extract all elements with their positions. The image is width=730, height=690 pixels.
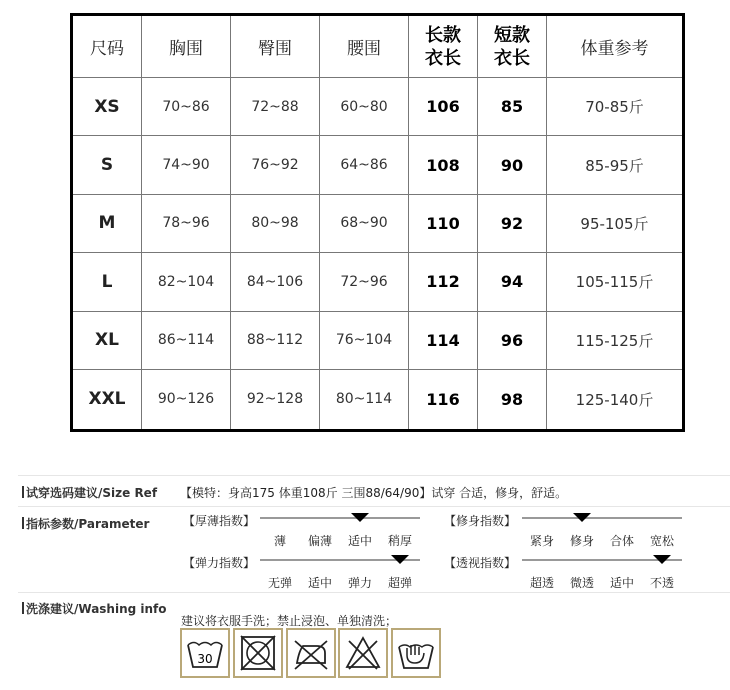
parameter-option: 稍厚 bbox=[387, 534, 412, 548]
cell-weight: 85-95斤 bbox=[547, 136, 684, 194]
cell-long-length: 112 bbox=[409, 253, 478, 311]
parameter-option: 不透 bbox=[649, 576, 674, 590]
cell-waist: 64~86 bbox=[320, 136, 409, 194]
parameter-marker-icon bbox=[391, 555, 409, 564]
parameter-option: 超透 bbox=[529, 576, 554, 590]
table-row bbox=[72, 369, 684, 430]
parameter-marker-icon bbox=[653, 555, 671, 564]
parameter-slider-track bbox=[522, 517, 682, 519]
wash-30-icon bbox=[180, 628, 230, 678]
parameter-option: 紧身 bbox=[529, 534, 554, 548]
size-ref-text: 【模特：身高175 体重108斤 三围88/64/90】试穿 合适，修身，舒适。 bbox=[180, 486, 568, 500]
cell-waist: 60~80 bbox=[320, 78, 409, 136]
divider bbox=[18, 592, 730, 593]
table-row bbox=[72, 78, 684, 136]
washing-label: 洗涤建议/Washing info bbox=[22, 600, 167, 617]
header-long-length: 长款 衣长 bbox=[409, 15, 478, 78]
header-waist: 腰围 bbox=[320, 15, 409, 78]
cell-size: L bbox=[72, 253, 142, 311]
header-weight: 体重参考 bbox=[547, 15, 684, 78]
table-header-row bbox=[72, 15, 684, 78]
cell-size: XXL bbox=[72, 369, 142, 430]
cell-chest: 86~114 bbox=[142, 311, 231, 369]
cell-long-length: 108 bbox=[409, 136, 478, 194]
header-size: 尺码 bbox=[72, 15, 142, 78]
parameter-name: 【修身指数】 bbox=[444, 514, 517, 528]
parameter-option: 薄 bbox=[273, 534, 286, 548]
cell-hip: 92~128 bbox=[231, 369, 320, 430]
cell-hip: 76~92 bbox=[231, 136, 320, 194]
cell-long-length: 114 bbox=[409, 311, 478, 369]
cell-weight: 115-125斤 bbox=[547, 311, 684, 369]
parameter-option: 超弹 bbox=[387, 576, 412, 590]
parameter-option: 弹力 bbox=[347, 576, 372, 590]
cell-hip: 84~106 bbox=[231, 253, 320, 311]
cell-weight: 70-85斤 bbox=[547, 78, 684, 136]
cell-short-length: 98 bbox=[478, 369, 547, 430]
cell-size: XL bbox=[72, 311, 142, 369]
parameter-name: 【弹力指数】 bbox=[183, 556, 256, 570]
cell-short-length: 92 bbox=[478, 194, 547, 252]
parameter-slider-track bbox=[260, 517, 420, 519]
cell-long-length: 116 bbox=[409, 369, 478, 430]
cell-size: M bbox=[72, 194, 142, 252]
cell-hip: 80~98 bbox=[231, 194, 320, 252]
cell-waist: 68~90 bbox=[320, 194, 409, 252]
cell-weight: 105-115斤 bbox=[547, 253, 684, 311]
cell-waist: 80~114 bbox=[320, 369, 409, 430]
parameter-option: 微透 bbox=[569, 576, 594, 590]
divider bbox=[18, 506, 730, 507]
cell-chest: 74~90 bbox=[142, 136, 231, 194]
cell-long-length: 106 bbox=[409, 78, 478, 136]
table-row bbox=[72, 311, 684, 369]
parameter-option: 宽松 bbox=[649, 534, 674, 548]
cell-size: S bbox=[72, 136, 142, 194]
cell-chest: 70~86 bbox=[142, 78, 231, 136]
header-hip: 臀围 bbox=[231, 15, 320, 78]
cell-long-length: 110 bbox=[409, 194, 478, 252]
table-row bbox=[72, 136, 684, 194]
cell-short-length: 96 bbox=[478, 311, 547, 369]
cell-chest: 82~104 bbox=[142, 253, 231, 311]
table-row bbox=[72, 194, 684, 252]
parameter-option: 适中 bbox=[347, 534, 372, 548]
size-ref-label: 试穿选码建议/Size Ref bbox=[22, 484, 157, 501]
cell-size: XS bbox=[72, 78, 142, 136]
header-chest: 胸围 bbox=[142, 15, 231, 78]
parameter-option: 无弹 bbox=[267, 576, 292, 590]
do-not-tumble-dry-icon bbox=[233, 628, 283, 678]
cell-weight: 95-105斤 bbox=[547, 194, 684, 252]
parameter-marker-icon bbox=[573, 513, 591, 522]
cell-waist: 72~96 bbox=[320, 253, 409, 311]
svg-text:30: 30 bbox=[197, 652, 213, 666]
do-not-iron-icon bbox=[286, 628, 336, 678]
size-chart-table bbox=[70, 13, 685, 432]
washing-text: 建议将衣服手洗；禁止浸泡、单独清洗； bbox=[181, 614, 398, 628]
hand-wash-icon bbox=[391, 628, 441, 678]
cell-short-length: 90 bbox=[478, 136, 547, 194]
parameter-name: 【透视指数】 bbox=[444, 556, 517, 570]
parameter-option: 适中 bbox=[307, 576, 332, 590]
cell-weight: 125-140斤 bbox=[547, 369, 684, 430]
cell-waist: 76~104 bbox=[320, 311, 409, 369]
cell-chest: 78~96 bbox=[142, 194, 231, 252]
table-row bbox=[72, 253, 684, 311]
header-short-length: 短款 衣长 bbox=[478, 15, 547, 78]
parameter-option: 修身 bbox=[569, 534, 594, 548]
parameter-label: 指标参数/Parameter bbox=[22, 515, 149, 532]
cell-hip: 72~88 bbox=[231, 78, 320, 136]
parameter-option: 偏薄 bbox=[307, 534, 332, 548]
parameter-marker-icon bbox=[351, 513, 369, 522]
cell-chest: 90~126 bbox=[142, 369, 231, 430]
cell-short-length: 94 bbox=[478, 253, 547, 311]
cell-short-length: 85 bbox=[478, 78, 547, 136]
divider bbox=[18, 475, 730, 476]
parameter-option: 合体 bbox=[609, 534, 634, 548]
do-not-bleach-icon bbox=[338, 628, 388, 678]
parameter-option: 适中 bbox=[609, 576, 634, 590]
parameter-name: 【厚薄指数】 bbox=[183, 514, 256, 528]
cell-hip: 88~112 bbox=[231, 311, 320, 369]
